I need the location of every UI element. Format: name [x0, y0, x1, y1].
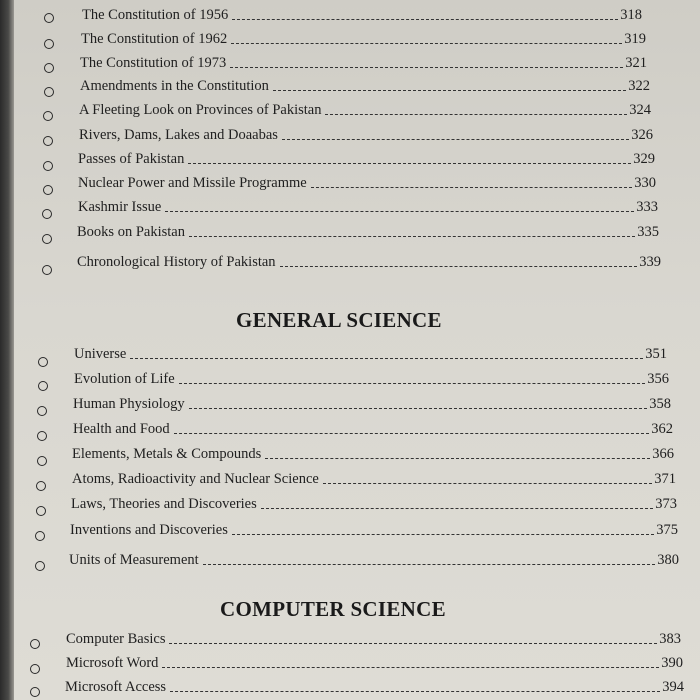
- toc-entry-title: Computer Basics: [66, 631, 166, 647]
- toc-entry-page: 358: [649, 396, 671, 412]
- section-heading: GENERAL SCIENCE: [236, 308, 442, 332]
- bullet-icon: [44, 87, 54, 97]
- toc-entry: [74, 370, 669, 388]
- toc-entry-title: Health and Food: [73, 421, 170, 437]
- toc-entry: [69, 551, 679, 569]
- toc-entry-page: 383: [659, 631, 681, 647]
- toc-entry-title: Amendments in the Constitution: [80, 78, 269, 94]
- bullet-icon: [44, 39, 54, 49]
- toc-entry: [78, 198, 658, 216]
- toc-leader-dots: [169, 643, 657, 644]
- toc-entry-page: 394: [662, 679, 684, 695]
- toc-leader-dots: [231, 43, 622, 44]
- toc-leader-dots: [174, 433, 650, 434]
- bullet-icon: [42, 265, 52, 275]
- bullet-icon: [43, 185, 53, 195]
- toc-entry-page: 390: [661, 655, 683, 671]
- bullet-icon: [43, 161, 53, 171]
- toc-leader-dots: [282, 139, 629, 140]
- bullet-icon: [36, 481, 46, 491]
- toc-entry-page: 333: [636, 199, 658, 215]
- toc-entry: [70, 521, 678, 539]
- toc-entry-page: 326: [631, 127, 653, 143]
- toc-entry-page: 373: [655, 496, 677, 512]
- toc-leader-dots: [265, 458, 650, 459]
- toc-entry-title: Microsoft Access: [65, 679, 167, 695]
- bullet-icon: [42, 209, 52, 219]
- bullet-icon: [30, 639, 40, 649]
- toc-entry-page: 335: [637, 224, 659, 240]
- toc-leader-dots: [261, 508, 653, 509]
- toc-entry-title: Elements, Metals & Compounds: [72, 446, 262, 462]
- toc-entry-title: Kashmir Issue: [78, 199, 162, 215]
- bullet-icon: [44, 63, 54, 73]
- toc-entry: [73, 420, 673, 438]
- bullet-icon: [37, 456, 47, 466]
- toc-leader-dots: [323, 483, 652, 484]
- toc-leader-dots: [162, 667, 659, 668]
- toc-entry-title: Microsoft Word: [66, 655, 159, 671]
- toc-entry-title: Human Physiology: [73, 396, 185, 412]
- toc-leader-dots: [188, 163, 631, 164]
- toc-entry: [79, 126, 653, 144]
- toc-entry-title: Chronological History of Pakistan: [77, 254, 276, 270]
- toc-leader-dots: [232, 534, 654, 535]
- toc-entry-page: 351: [645, 346, 667, 362]
- toc-leader-dots: [311, 187, 633, 188]
- toc-entry-title: Passes of Pakistan: [78, 151, 185, 167]
- toc-entry: [78, 150, 655, 168]
- toc-entry: [79, 101, 651, 119]
- toc-entry: [72, 445, 674, 463]
- toc-entry-page: 362: [651, 421, 673, 437]
- toc-entry-page: 322: [628, 78, 650, 94]
- toc-entry-title: Rivers, Dams, Lakes and Doaabas: [79, 127, 278, 143]
- bullet-icon: [38, 357, 48, 367]
- toc-entry-title: Atoms, Radioactivity and Nuclear Science: [72, 471, 319, 487]
- bullet-icon: [43, 136, 53, 146]
- toc-entry-title: The Constitution of 1973: [80, 55, 227, 71]
- bullet-icon: [30, 664, 40, 674]
- toc-entry-page: 356: [647, 371, 669, 387]
- toc-entry-page: 319: [624, 31, 646, 47]
- toc-entry-page: 330: [634, 175, 656, 191]
- toc-entry-title: Nuclear Power and Missile Programme: [78, 175, 307, 191]
- bullet-icon: [37, 406, 47, 416]
- toc-entry-page: 375: [656, 522, 678, 538]
- toc-entry: [65, 678, 684, 696]
- toc-leader-dots: [232, 19, 618, 20]
- toc-entry: [82, 6, 642, 24]
- toc-entry-title: Units of Measurement: [69, 552, 199, 568]
- bullet-icon: [37, 431, 47, 441]
- toc-entry: [77, 253, 661, 271]
- toc-entry-page: 371: [654, 471, 676, 487]
- toc-leader-dots: [170, 691, 660, 692]
- toc-entry-title: Inventions and Discoveries: [70, 522, 228, 538]
- bullet-icon: [35, 561, 45, 571]
- toc-entry-page: 366: [652, 446, 674, 462]
- toc-leader-dots: [230, 67, 623, 68]
- section-heading: COMPUTER SCIENCE: [220, 597, 446, 621]
- toc-leader-dots: [203, 564, 656, 565]
- bullet-icon: [35, 531, 45, 541]
- bullet-icon: [36, 506, 46, 516]
- toc-leader-dots: [165, 211, 634, 212]
- toc-entry: [80, 77, 650, 95]
- toc-entry: [73, 395, 671, 413]
- toc-entry-page: 329: [633, 151, 655, 167]
- toc-entry-title: A Fleeting Look on Provinces of Pakistan: [79, 102, 322, 118]
- toc-entry: [81, 30, 646, 48]
- toc-entry-title: The Constitution of 1962: [81, 31, 228, 47]
- toc-leader-dots: [280, 266, 638, 267]
- toc-entry: [77, 223, 659, 241]
- toc-entry-title: The Constitution of 1956: [82, 7, 229, 23]
- toc-entry-page: 318: [620, 7, 642, 23]
- bullet-icon: [42, 234, 52, 244]
- toc-leader-dots: [325, 114, 627, 115]
- toc-entry: [78, 174, 656, 192]
- bullet-icon: [44, 13, 54, 23]
- toc-leader-dots: [273, 90, 626, 91]
- toc-entry: [72, 470, 676, 488]
- toc-entry-page: 339: [639, 254, 661, 270]
- toc-entry-page: 324: [629, 102, 651, 118]
- toc-leader-dots: [179, 383, 646, 384]
- toc-entry: [74, 345, 667, 363]
- toc-entry-page: 321: [625, 55, 647, 71]
- toc-entry-page: 380: [657, 552, 679, 568]
- bullet-icon: [43, 111, 53, 121]
- bullet-icon: [30, 687, 40, 697]
- toc-entry: [71, 495, 677, 513]
- toc-entry: [66, 654, 683, 672]
- toc-entry-title: Evolution of Life: [74, 371, 175, 387]
- toc-entry-title: Laws, Theories and Discoveries: [71, 496, 257, 512]
- toc-entry: [80, 54, 647, 72]
- toc-leader-dots: [189, 236, 635, 237]
- toc-entry: [66, 630, 681, 648]
- bullet-icon: [38, 381, 48, 391]
- toc-leader-dots: [130, 358, 643, 359]
- toc-leader-dots: [189, 408, 648, 409]
- toc-entry-title: Universe: [74, 346, 127, 362]
- toc-entry-title: Books on Pakistan: [77, 224, 185, 240]
